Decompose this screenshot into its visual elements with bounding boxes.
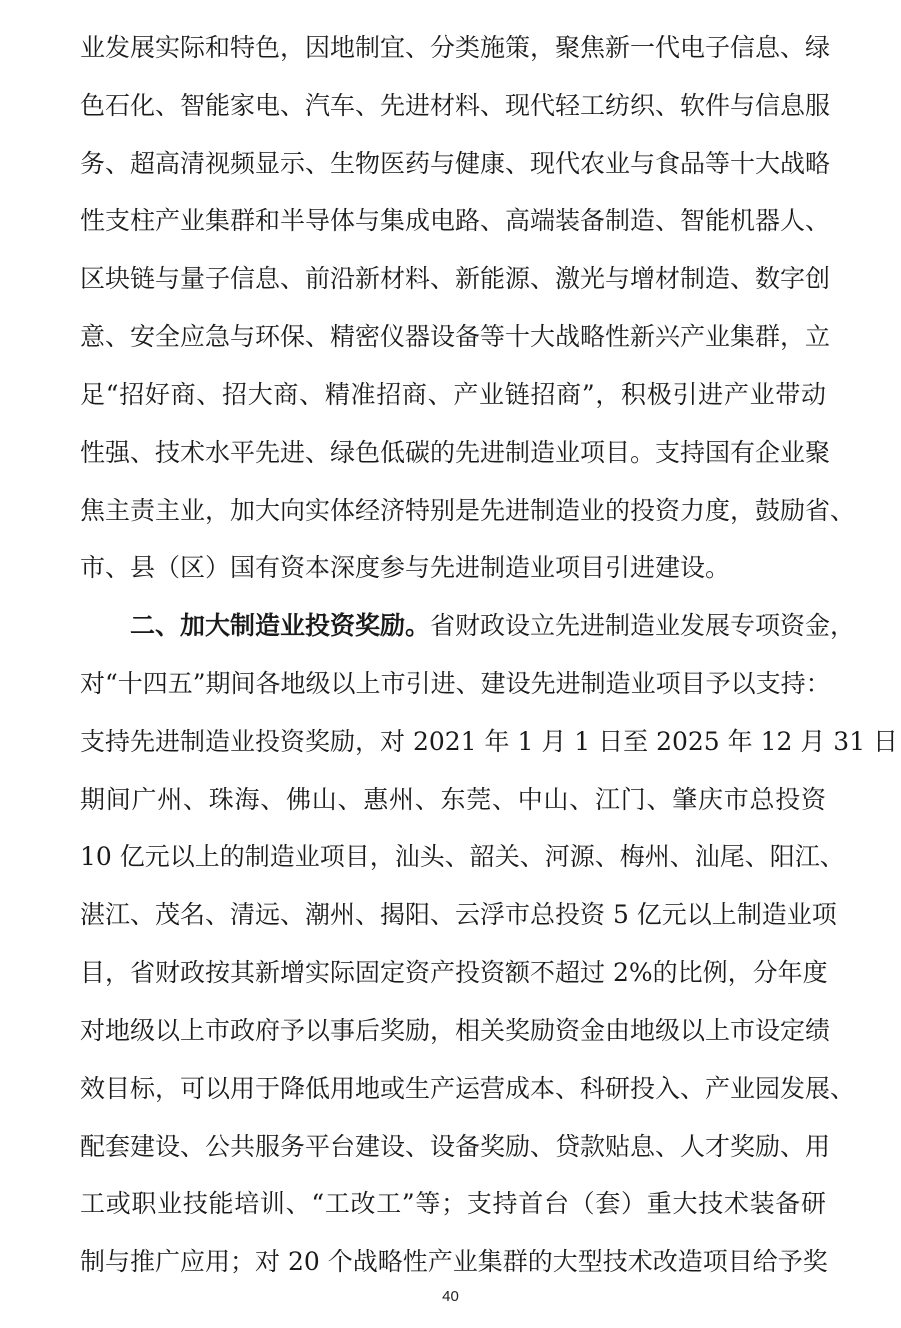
text-line: 配套建设、公共服务平台建设、设备奖励、贷款贴息、人才奖励、用 (80, 1132, 831, 1161)
text-line: 支持先进制造业投资奖励，对 2021 年 1 月 1 日至 2025 年 12 月 31 日 (80, 727, 899, 756)
text-line: 性支柱产业集群和半导体与集成电路、高端装备制造、智能机器人、 (80, 206, 831, 235)
text-line: 制与推广应用；对 20 个战略性产业集群的大型技术改造项目给予奖 (80, 1247, 828, 1276)
section-heading: 二、加大制造业投资奖励。 (130, 611, 431, 640)
text-line: 焦主责主业，加大向实体经济特别是先进制造业的投资力度，鼓励省、 (80, 496, 856, 525)
text-line: 目，省财政按其新增实际固定资产投资额不超过 2%的比例，分年度 (80, 958, 828, 987)
text-line: 足“招好商、招大商、精准招商、产业链招商”，积极引进产业带动 (80, 380, 826, 409)
text-line: 湛江、茂名、清远、潮州、揭阳、云浮市总投资 5 亿元以上制造业项 (80, 900, 837, 929)
text-line: 区块链与量子信息、前沿新材料、新能源、激光与增材制造、数字创 (80, 264, 831, 293)
text-line: 10 亿元以上的制造业项目，汕头、韶关、河源、梅州、汕尾、阳江、 (80, 842, 845, 871)
text-line: 期间广州、珠海、佛山、惠州、东莞、中山、江门、肇庆市总投资 (80, 785, 826, 814)
text-line: 意、安全应急与环保、精密仪器设备等十大战略性新兴产业集群，立 (80, 322, 831, 351)
text-line: 效目标，可以用于降低用地或生产运营成本、科研投入、产业园发展、 (80, 1074, 856, 1103)
paragraph-2-first-line (130, 608, 856, 644)
text-line: 色石化、智能家电、汽车、先进材料、现代轻工纺织、软件与信息服 (80, 91, 831, 120)
text-line: 业发展实际和特色，因地制宜、分类施策，聚焦新一代电子信息、绿 (80, 33, 831, 62)
text-line: 务、超高清视频显示、生物医药与健康、现代农业与食品等十大战略 (80, 149, 831, 178)
text-line: 工或职业技能培训、“工改工”等；支持首台（套）重大技术装备研 (80, 1189, 826, 1218)
text-line: 对“十四五”期间各地级以上市引进、建设先进制造业项目予以支持： (80, 669, 831, 698)
text-line: 对地级以上市政府予以事后奖励，相关奖励资金由地级以上市设定绩 (80, 1016, 831, 1045)
text-line: 性强、技术水平先进、绿色低碳的先进制造业项目。支持国有企业聚 (80, 438, 831, 467)
text-run: 省财政设立先进制造业发展专项资金， (430, 611, 856, 640)
page-number: 40 (442, 1288, 459, 1305)
text-line: 市、县（区）国有资本深度参与先进制造业项目引进建设。 (80, 553, 731, 582)
